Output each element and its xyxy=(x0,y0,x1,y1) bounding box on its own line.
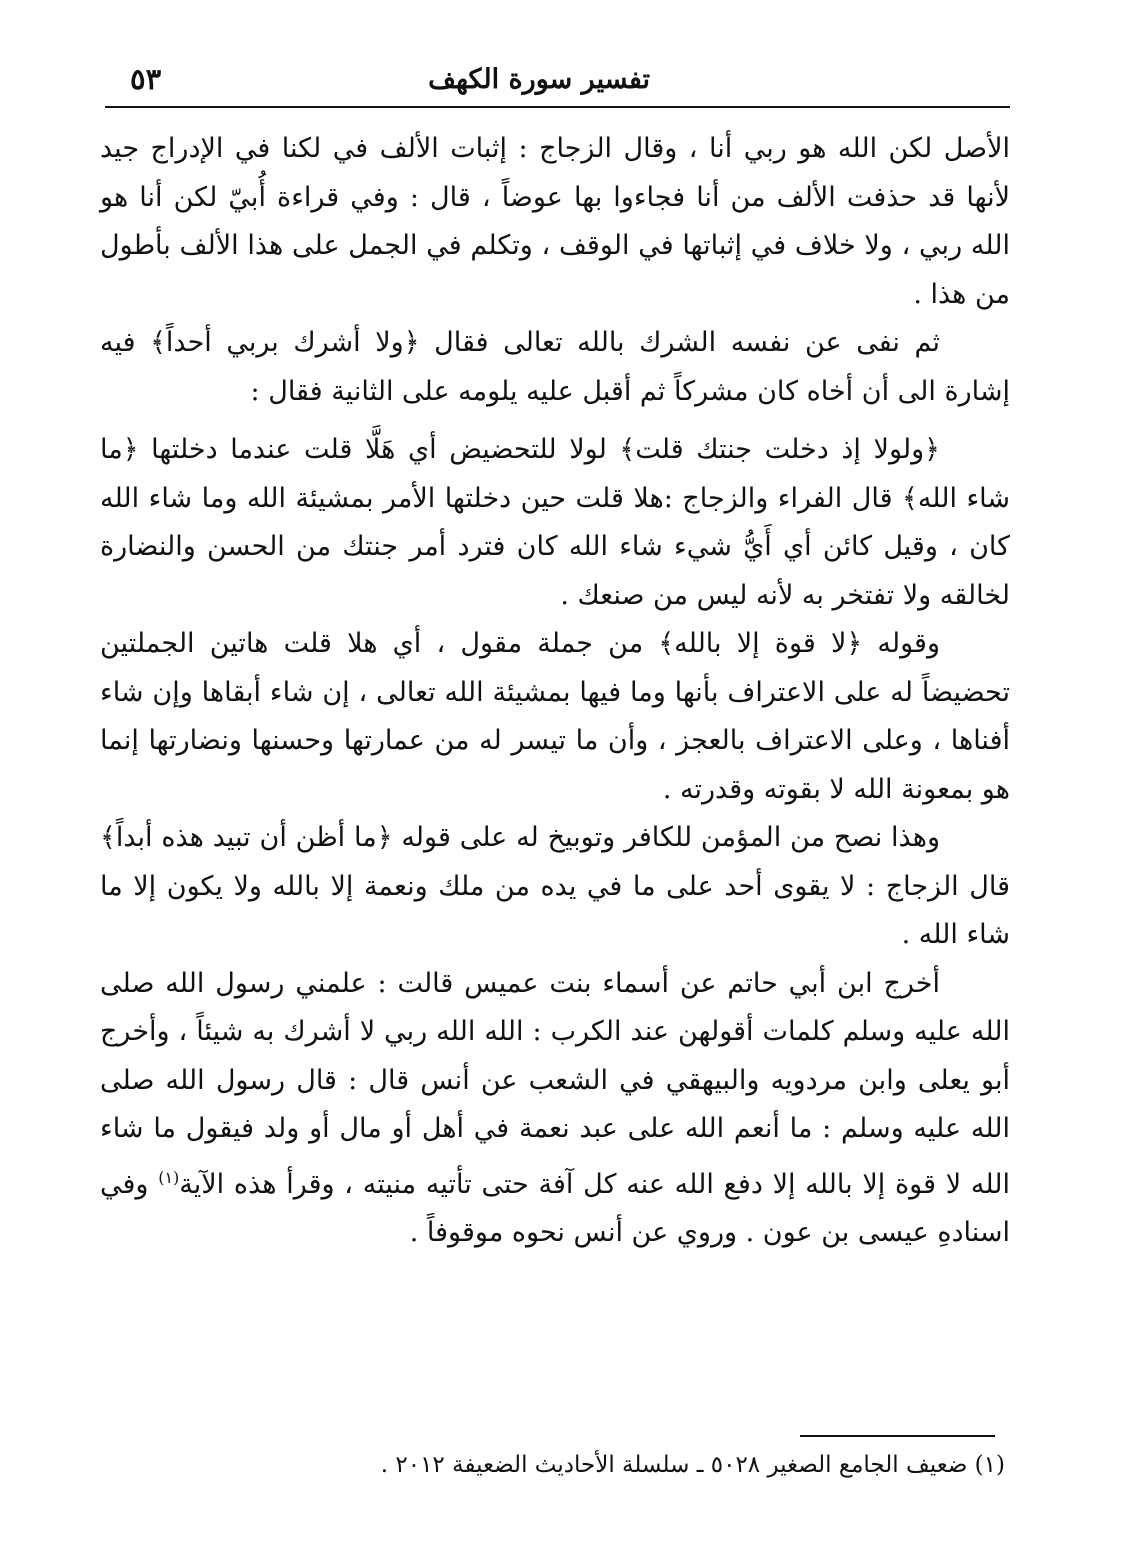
header-divider xyxy=(105,106,1010,108)
footnote-divider xyxy=(800,1435,995,1437)
paragraph-1: الأصل لكن الله هو ربي أنا ، وقال الزجاج : إثبات الألف في لكنا في الإدراج جيد لأنها قد حذفت الألف من أنا فجاءوا بها عوضاً ، قال : وفي قراءة أُبيّ لكن أنا هو الله ربي ، ولا خلاف في إثباتها في الوقف ، وتكلم في الجمل على هذا الألف بأطول من هذا . xyxy=(100,133,1010,310)
page-number: ٥٣ xyxy=(130,62,162,96)
paragraph-6-tail: وفي اسنادهِ عيسى بن عون . وروي عن أنس نحوه موقوفاً . xyxy=(100,1168,1010,1248)
paragraph-6 xyxy=(100,960,1010,1258)
footnote: (١) ضعيف الجامع الصغير ٥٠٢٨ ـ سلسلة الأحاديث الضعيفة ٢٠١٢ . xyxy=(380,1452,1005,1478)
footnote-marker: (١) xyxy=(158,1167,180,1187)
header-title: تفسير سورة الكهف xyxy=(428,64,650,95)
paragraph-4: وقوله ﴿لا قوة إلا بالله﴾ من جملة مقول ، أي هلا قلت هاتين الجملتين تحضيضاً له على الاعتراف بأنها وما فيها بمشيئة الله تعالى ، إن شاء أبقاها وإن شاء أفناها ، وعلى الاعتراف بالعجز ، وأن ما تيسر له من عمارتها وحسنها ونضارتها إنما هو بمعونة الله لا بقوته وقدرته . xyxy=(100,628,1010,805)
paragraph-5: وهذا نصح من المؤمن للكافر وتوبيخ له على قوله ﴿ما أظن أن تبيد هذه أبداً﴾ قال الزجاج : لا يقوى أحد على ما في يده من ملك ونعمة إلا بالله ولا يكون إلا ما شاء الله . xyxy=(100,822,1010,950)
paragraph-2: ثم نفى عن نفسه الشرك بالله تعالى فقال ﴿ولا أشرك بربي أحداً﴾ فيه إشارة الى أن أخاه كان مشركاً ثم أقبل عليه يلومه على الثانية فقال : xyxy=(100,327,1010,407)
paragraph-6-text: أخرج ابن أبي حاتم عن أسماء بنت عميس قالت : علمني رسول الله صلى الله عليه وسلم كلمات أقولهن عند الكرب : الله الله ربي لا أشرك به شيئاً ، وأخرج أبو يعلى وابن مردويه والبيهقي في الشعب عن أنس قال : قال رسول الله صلى الله عليه وسلم : ما أنعم الله على عبد نعمة في أهل أو مال أو ولد فيقول ما شاء الله لا قوة إلا بالله إلا دفع الله عنه كل آفة حتى تأتيه منيته ، وقرأ هذه الآية xyxy=(100,967,1010,1200)
running-header xyxy=(105,58,1010,110)
body-text xyxy=(100,125,1010,1258)
paragraph-3: ﴿ولولا إذ دخلت جنتك قلت﴾ لولا للتحضيض أي هَلَّا قلت عندما دخلتها ﴿ما شاء الله﴾ قال الفراء والزجاج :هلا قلت حين دخلتها الأمر بمشيئة الله وما شاء الله كان ، وقيل كائن أي أَيُّ شيء شاء الله كان فترد أمر جنتك من الحسن والنضارة لخالقه ولا تفتخر به لأنه ليس من صنعك . xyxy=(100,434,1010,611)
